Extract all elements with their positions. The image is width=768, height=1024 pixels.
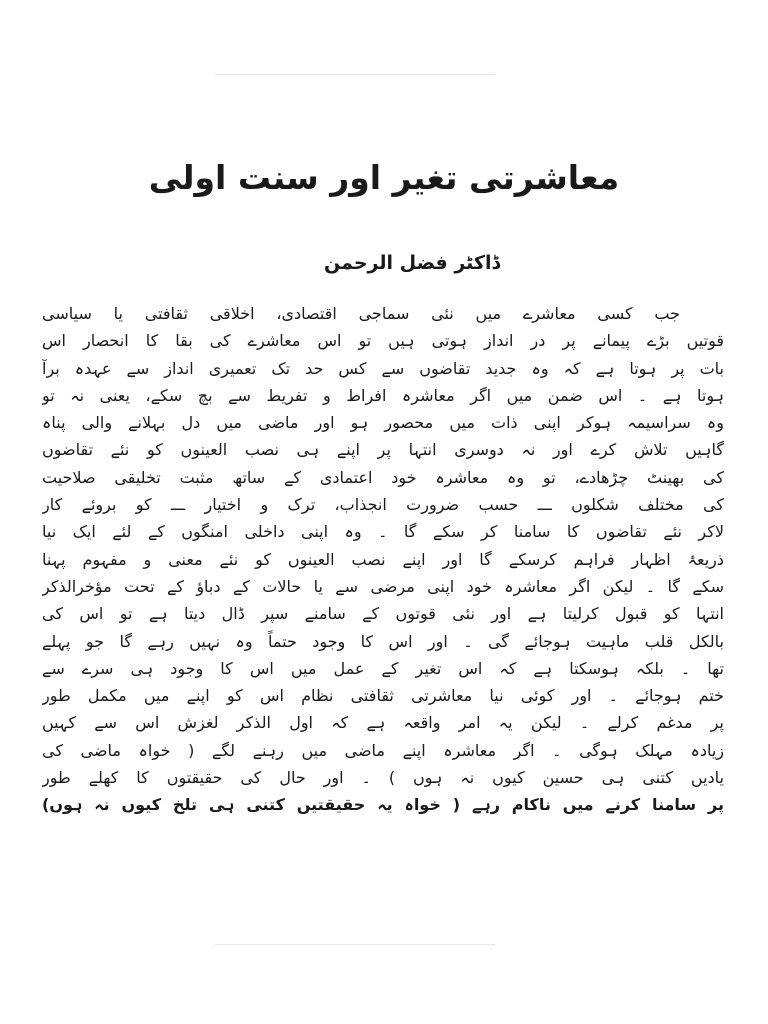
body-line: کی مختلف شکلوں ـــ حسب ضرورت انجذاب، ترک و اختیار ـــ کو بروئے کار [42, 495, 724, 515]
body-line: وہ سراسیمہ ہوکر اپنی ذات میں محصور ہو اور ماضی میں دل بہلانے والی پناہ [42, 413, 724, 433]
body-line: سکے گا ۔ لیکن اگر معاشرہ خود اپنی مرضی سے یا حالات کے دباؤ کے تحت مؤخرالذکر [42, 576, 724, 596]
bottom-rule [215, 944, 495, 945]
body-line: کی بھینٹ چڑھادے، تو وہ معاشرہ خود اعتمادی کے ساتھ مثبت تخلیقی صلاحیت [42, 467, 724, 487]
body-line: انتہا کو قبول کرلیتا ہے اور نئی قوتوں کے سامنے سپر ڈال دیتا ہے تو اس کی [42, 604, 724, 624]
body-line: ہوتا ہے ۔ اس ضمن میں اگر معاشرہ افراط و تفریط سے بچ سکے، یعنی نہ تو [42, 385, 724, 405]
body-line: پر سامنا کرنے میں ناکام رہے ( خواہ یہ حقیقتیں کتنی ہی تلخ کیوں نہ ہوں) [42, 795, 724, 815]
body-line: ذریعۂ اظہار فراہم کرسکے گا اور اپنے نصب العینوں کو نئے معنی و مفہوم پہنا [42, 549, 724, 569]
body-line: جب کسی معاشرے میں نئی سماجی اقتصادی، اخلاقی ثقافتی یا سیاسی [42, 304, 680, 323]
body-line: زیادہ مہلک ہوگی ۔ اگر معاشرہ اپنے ماضی میں رہنے لگے ( خواہ ماضی کی [42, 740, 724, 760]
body-line: گاہیں تلاش کرے اور نہ دوسری انتہا پر اپنے ہی نصب العینوں کو نئے تقاضوں [42, 440, 724, 460]
body-line: یادیں کتنی ہی حسین کیوں نہ ہوں ) ۔ اور حال کی حقیقتوں کا کھلے طور [42, 768, 724, 788]
body-line: بات پر ہوتا ہے کہ وہ جدید تقاضوں سے کس حد تک تعمیری انداز سے عہدہ برآ [42, 358, 724, 378]
article-title: معاشرتی تغیر اور سنت اولی [148, 158, 620, 197]
body-line: تھا ۔ بلکہ ہوسکتا ہے کہ اس تغیر کے عمل میں اس کا وجود ہی سرے سے [42, 658, 724, 678]
body-line: بالکل قلب ماہیت ہوجائے گی ۔ اور اس کا وجود حتماً وہ نہیں رہے گا جو پہلے [42, 631, 724, 651]
body-line: پر مدغم کرلے ۔ لیکن یہ امر واقعہ ہے کہ اول الذکر لغزش اس سے کہیں [42, 713, 724, 733]
body-line: ختم ہوجائے ۔ اور کوئی نیا معاشرتی ثقافتی نظام اس کو اپنے میں مکمل طور [42, 686, 724, 706]
body-line: لاکر نئے تقاضوں کا سامنا کر سکے گا ۔ وہ اپنی داخلی امنگوں کے لئے ایک نیا [42, 522, 724, 542]
author-name: ڈاکٹر فضل الرحمن [324, 252, 500, 274]
body-line: قوتیں بڑے پیمانے پر در انداز ہوتی ہیں تو اس معاشرے کی بقا کا انحصار اس [42, 331, 724, 351]
article-body [42, 300, 724, 819]
top-rule [215, 74, 495, 75]
